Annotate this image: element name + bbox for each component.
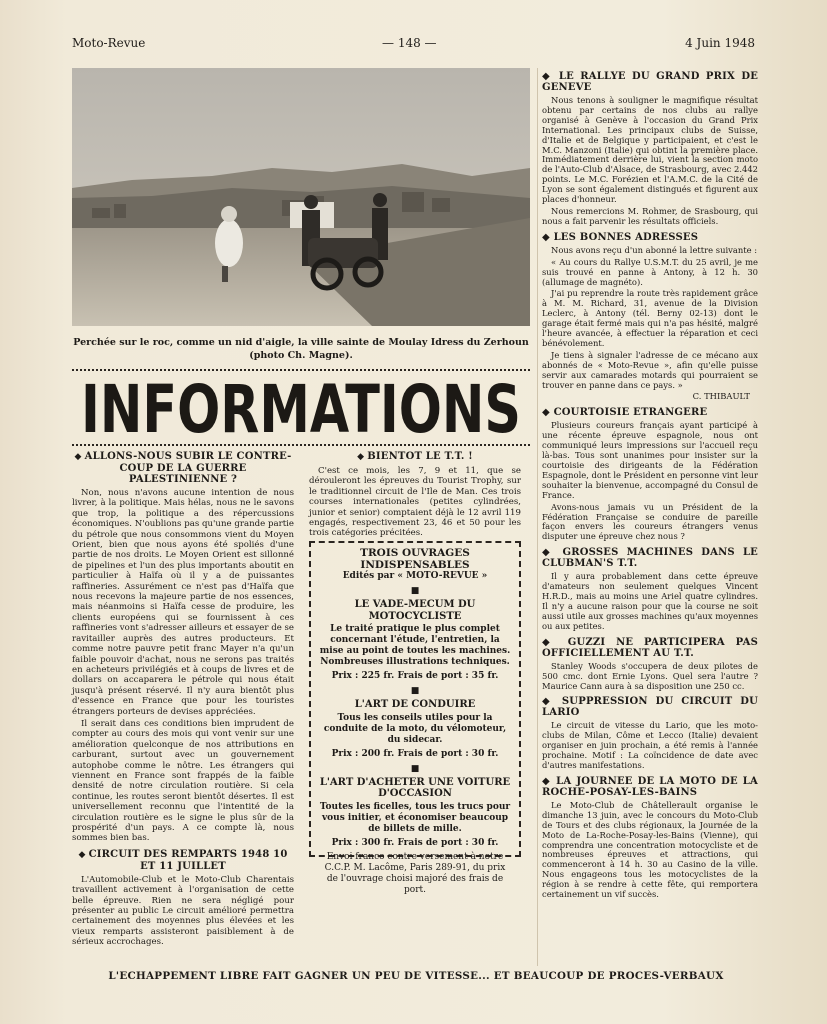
article-paragraph: Le circuit de vitesse du Lario, que les moto-clubs de Milan, Côme et Lecco (Italie) devaient organiser en juin prochain, a été remis à l'année prochaine. Motif : La coïncidence de date avec d'autres manifestations. <box>542 720 758 771</box>
book-title: L'ART DE CONDUIRE <box>354 699 476 710</box>
divider-top <box>72 369 530 371</box>
page-footer-slogan: L'ECHAPPEMENT LIBRE FAIT GAGNER UN PEU DE VITESSE... ET BEAUCOUP DE PROCES-VERBAUX <box>108 970 724 982</box>
photo-moulay-idress <box>72 68 530 326</box>
column-middle <box>309 446 521 541</box>
article-heading-remparts: ◆ CIRCUIT DES REMPARTS 1948 10 ET 11 JUILLET <box>78 848 288 872</box>
article-heading-roche-posay: ◆ LA JOURNEE DE LA MOTO DE LA ROCHE-POSAY-LES-BAINS <box>542 775 758 798</box>
book-description: Le traité pratique le plus complet concernant l'étude, l'entretien, la mise au point de toutes les machines. Nombreuses illustrations techniques. <box>319 624 511 667</box>
article-paragraph: Le Moto-Club de Châtellerault organise le dimanche 13 juin, avec le concours du Moto-Club de Tours et des clubs régionaux, la Journée de la Moto de La-Roche-Posay-les-Bains (Vienne), qui comprendra une concentration motocycliste et de nombreuses épreuves et attractions, qui commenceront à 14 h. 30 au Casino de la ville. Nous engageons tous les motocyclistes de la région à se rendre à cette fête, qui remportera certainement un vif succès. <box>542 799 758 900</box>
magazine-name: Moto-Revue <box>72 36 146 50</box>
article-paragraph: Nous remercions M. Rohmer, de Srasbourg, qui nous a fait parvenir les résultats officiels. <box>542 205 758 226</box>
article-paragraph: Nous tenons à souligner le magnifique résultat obtenu par certains de nos clubs au rallye organisé à Genève à l'occasion du Grand Prix International. Les principaux clubs de Suisse, d'Italie et de Belgique y participaient, et c'est le M.C. Manzoni (Italie) qui obtint la première place. Immédiatement derrière lui, vient la section moto de l'Auto-Club d'Alsace, de Strasbourg, avec 2.442 points. Le M.C. Forézien et l'A.M.C. de la Cité de Lyon se sont également distingués et figurent aux places d'honneur. <box>542 95 758 205</box>
book-price: Prix : 300 fr. Frais de port : 30 fr. <box>331 837 499 848</box>
page-number: — 148 — <box>382 36 437 50</box>
article-heading-tt: ◆ BIENTOT LE T.T. ! <box>357 451 473 462</box>
column-left <box>72 446 294 950</box>
book-price: Prix : 225 fr. Frais de port : 35 fr. <box>331 671 499 681</box>
article-paragraph: Plusieurs coureurs français ayant participé à une récente épreuve espagnole, nous ont communiqué leurs impressions sur l'accueil reçu là-bas. Tous sont unanimes pour insister sur la courtoisie des dirigeants de la Fédération Espagnole, dont le Président en personne vint leur souhaiter la bienvenue, accompagné du Consul de France. <box>542 420 758 500</box>
book-description: Toutes les ficelles, tous les trucs pour vous initier, et économiser beaucoup de billets de mille. <box>319 801 511 834</box>
square-bullet: ■ <box>410 686 420 696</box>
article-paragraph: Je tiens à signaler l'adresse de ce mécano aux abonnés de « Moto-Revue », afin qu'elle puisse servir aux camarades motards qui pourraient se trouver en panne dans ce pays. » <box>542 349 758 390</box>
book-description: Tous les conseils utiles pour la conduite de la moto, du vélomoteur, du sidecar. <box>323 712 507 745</box>
article-paragraph: « Au cours du Rallye U.S.M.T. du 25 avril, je me suis trouvé en panne à Antony, à 12 h. 30 (allumage de magnéto). <box>542 256 758 287</box>
book-title: LE VADE-MECUM DU MOTOCYCLISTE <box>354 599 476 622</box>
issue-date: 4 Juin 1948 <box>685 36 755 50</box>
box-title: TROIS OUVRAGES INDISPENSABLES <box>360 547 470 571</box>
page-header <box>72 36 755 54</box>
letter-signature: C. THIBAULT <box>692 391 750 402</box>
column-rule <box>537 68 538 966</box>
article-paragraph: Nous avons reçu d'un abonné la lettre suivante : <box>551 244 758 255</box>
article-paragraph: Il serait dans ces conditions bien imprudent de compter au cours des mois qui vont venir sur une amélioration quelconque de nos attributions en carburant, surtout avec un gouvernement autophobe comme le nôtre. Les étrangers qui viennent en France sont frappés de la faible densité de notre circulation routière. Si cela continue, les routes seront bientôt désertes. Il est universellement reconnu que l'intentité de la circulation routière es le signe le plus sûr de la prospérité d'un pays. A ce compte là, nous sommes bien bas. <box>72 718 294 844</box>
article-heading-palestine: ◆ ALLONS-NOUS SUBIR LE CONTRE-COUP DE LA GUERRE PALESTINIENNE ? <box>74 451 292 485</box>
photo-caption: Perchée sur le roc, comme un nid d'aigle, la ville sainte de Moulay Idress du Zerhoun (photo Ch. Magne). <box>73 337 529 361</box>
book-advert-box <box>309 541 521 895</box>
article-paragraph: L'Automobile-Club et le Moto-Club Charentais travaillent activement à l'organisation de cette belle épreuve. Rien ne sera négligé pour présenter au public Le circuit amélioré permettra certainement des moyennes plus élevées et les vieux remparts assisteront paisiblement à de sérieux accrochages. <box>72 874 294 948</box>
book-price: Prix : 200 fr. Frais de port : 30 fr. <box>331 748 499 759</box>
article-heading-guzzi: ◆ GUZZI NE PARTICIPERA PAS OFFICIELLEMENT AU T.T. <box>542 636 758 659</box>
article-heading-lario: ◆ SUPPRESSION DU CIRCUIT DU LARIO <box>542 696 758 719</box>
article-paragraph: C'est ce mois, les 7, 9 et 11, que se dérouleront les épreuves du Tourist Trophy, sur le traditionnel circuit de l'Ile de Man. Ces trois courses internationales (petites cylindrées, junior et senior) comptaient déjà le 12 avril 119 engagés, respectivement 23, 46 et 50 pour les trois catégories précitées. <box>309 466 521 539</box>
box-footer: Envoi franco contre versement à notre C.C.P. M. Lacôme, Paris 289-91, du prix de l'ouvrage choisi majoré des frais de port. <box>324 851 506 895</box>
article-heading-courtoisie: ◆ COURTOISIE ETRANGERE <box>542 407 708 419</box>
square-bullet: ■ <box>410 763 420 774</box>
article-heading-clubman: ◆ GROSSES MACHINES DANS LE CLUBMAN'S T.T. <box>542 547 759 570</box>
article-paragraph: Avons-nous jamais vu un Président de la Fédération Française se conduire de pareille façon envers les coureurs étrangers venus disputer une épreuve chez nous ? <box>542 501 758 542</box>
informations-title <box>76 378 526 440</box>
article-paragraph: Il y aura probablement dans cette épreuve d'amateurs non seulement quelques Vincent H.R.D., mais au moins une Ariel quatre cylindres. Il n'y a aucune raison pour que la course ne soit aussi utile aux grosses machines qu'aux moyennes ou aux petites. <box>542 571 758 631</box>
article-heading-adresses: ◆ LES BONNES ADRESSES <box>542 231 699 243</box>
article-paragraph: J'ai pu reprendre la route très rapidement grâce à M. M. Richard, 31, avenue de la Division Leclerc, à Antony (tél. Berny 02-13) dont le garage était fermé mais qui n'a pas hésité, malgré l'heure avancée, à effectuer la réparation et ceci bénévolement. <box>542 288 758 348</box>
informations-title-text: INFORMATIONS <box>81 378 521 440</box>
article-paragraph: Stanley Woods s'occupera de deux pilotes de 500 cmc. dont Ernie Lyons. Quel sera l'autre ? Maurice Cann aura à sa disposition une 250 cc. <box>542 660 758 691</box>
article-heading-geneve: ◆ LE RALLYE DU GRAND PRIX DE GENEVE <box>542 71 759 93</box>
book-title: L'ART D'ACHETER UNE VOITURE D'OCCASION <box>319 776 511 799</box>
photo-illustration <box>72 68 530 326</box>
square-bullet: ■ <box>410 586 420 596</box>
column-right <box>542 66 758 902</box>
article-paragraph: Non, nous n'avons aucune intention de nous livrer, à la politique. Mais hélas, nous ne le savons que trop, la politique a des répercussions économiques. N'oublions pas qu'une grande partie du pétrole que nous consommons vient du Moyen Orient, bien que nous ayons été spoliés d'une partie de nos droits. Le Moyen Orient est sillonné de pipelines et l'un des plus importants aboutit en particulier à Haïfa où il y a de puissantes raffineries. Assurément ce n'est pas d'Haïfa que nous recevons la majeure partie de nos essences, mais néanmoins si Haïfa cesse de produire, les clients européens qui se fournissent à ces raffineries vont s'adresser ailleurs et essayer de se ravitailler auprès des autres producteurs. Et comme notre pauvre petit franc Mayer n'a qu'un faible pouvoir d'achat, nous ne serons pas traités en acheteurs privilégiés et à coups de livres et de dollars on accaparera le pétrole qui nous était jusqu'à présent réservé. Il n'y aura bientôt plus d'essence en France que pour les touristes étrangers porteurs de devises appréciées. <box>72 488 295 717</box>
box-edited: Edités par « MOTO-REVUE » <box>342 571 488 581</box>
